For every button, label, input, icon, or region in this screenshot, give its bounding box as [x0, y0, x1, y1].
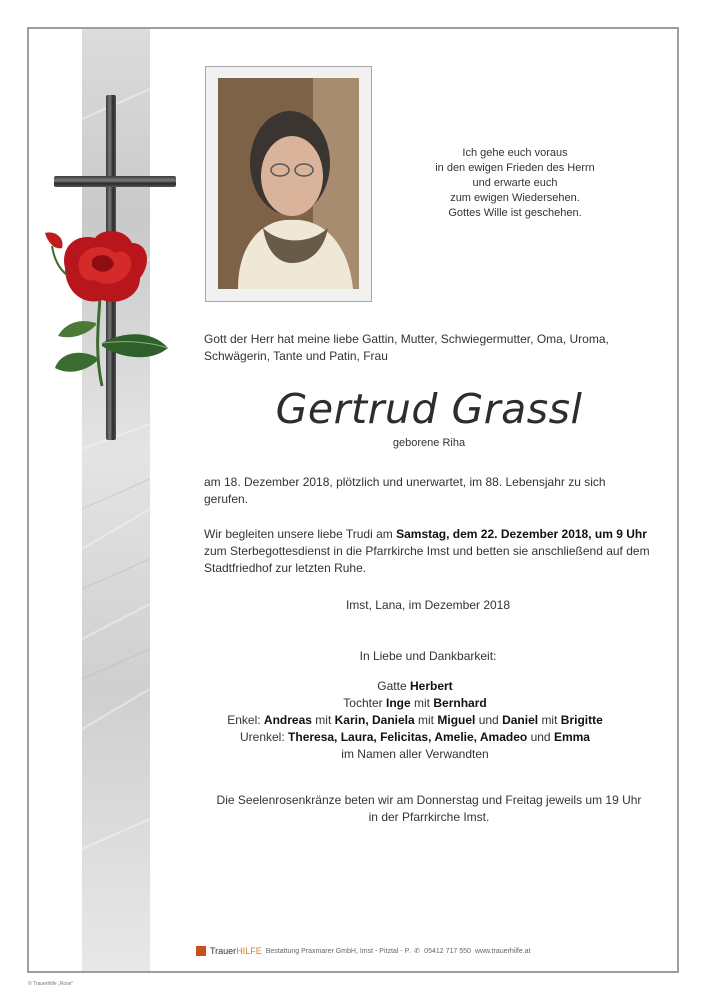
funeral-text-before: Wir begleiten unsere liebe Trudi am	[204, 527, 393, 541]
rosary-text: Die Seelenrosenkränze beten wir am Donnerstag und Freitag jeweils um 19 Uhr in der Pfarrkirche Imst.	[216, 793, 642, 824]
death-text: am 18. Dezember 2018, plötzlich und unerwartet, im 88. Lebensjahr zu sich gerufen.	[204, 475, 606, 506]
deceased-name: Gertrud Grassl	[275, 385, 583, 433]
rose-icon	[40, 228, 175, 388]
poem-line: Gottes Wille ist geschehen.	[448, 207, 582, 219]
footer	[196, 944, 556, 958]
poem-line: Ich gehe euch voraus	[462, 147, 568, 159]
poem	[390, 146, 640, 221]
stripe-texture	[82, 29, 150, 971]
logo-icon	[196, 946, 206, 956]
poem-line: zum ewigen Wiedersehen.	[450, 192, 580, 204]
mourner-line: Gatte Herbert	[377, 679, 453, 693]
poem-line: und erwarte euch	[472, 177, 558, 189]
phone-icon: ✆	[414, 948, 421, 955]
decorative-stripe	[82, 29, 150, 971]
mourner-line: Tochter Inge mit Bernhard	[343, 696, 487, 710]
portrait-frame	[205, 66, 372, 302]
poem-line: in den ewigen Frieden des Herrn	[435, 162, 595, 174]
portrait-photo	[218, 78, 359, 289]
mourners-list	[150, 678, 680, 763]
funeral-text-after: zum Sterbegottesdienst in die Pfarrkirche Imst und betten sie anschließend auf dem Stadtfriedhof zur letzten Ruhe.	[204, 544, 650, 575]
footer-phone: 05412 717 550	[424, 947, 471, 955]
mourner-line: Urenkel: Theresa, Laura, Felicitas, Amelie, Amadeo und Emma	[240, 730, 590, 744]
maiden-name: geborene Riha	[392, 437, 466, 449]
footer-web: www.trauerhilfe.at	[474, 947, 531, 955]
cross-bar	[54, 176, 176, 187]
copyright: © Trauerhilfe „Rose"	[28, 981, 74, 987]
footer-company: Bestattung Praxmarer GmbH, Imst - Pitztal - P.	[265, 947, 411, 955]
intro-text: Gott der Herr hat meine liebe Gattin, Mutter, Schwiegermutter, Oma, Uroma, Schwägerin, Tante und Patin, Frau	[204, 332, 609, 363]
logo: TrauerHILFE	[210, 946, 262, 956]
mourner-line: Enkel: Andreas mit Karin, Daniela mit Miguel und Daniel mit Brigitte	[227, 713, 603, 727]
funeral-date: Samstag, dem 22. Dezember 2018, um 9 Uhr	[396, 527, 647, 541]
place-date: Imst, Lana, im Dezember 2018	[345, 598, 511, 612]
mourner-line: im Namen aller Verwandten	[341, 747, 489, 761]
funeral-text	[204, 526, 652, 577]
closing-line: In Liebe und Dankbarkeit:	[359, 649, 497, 663]
